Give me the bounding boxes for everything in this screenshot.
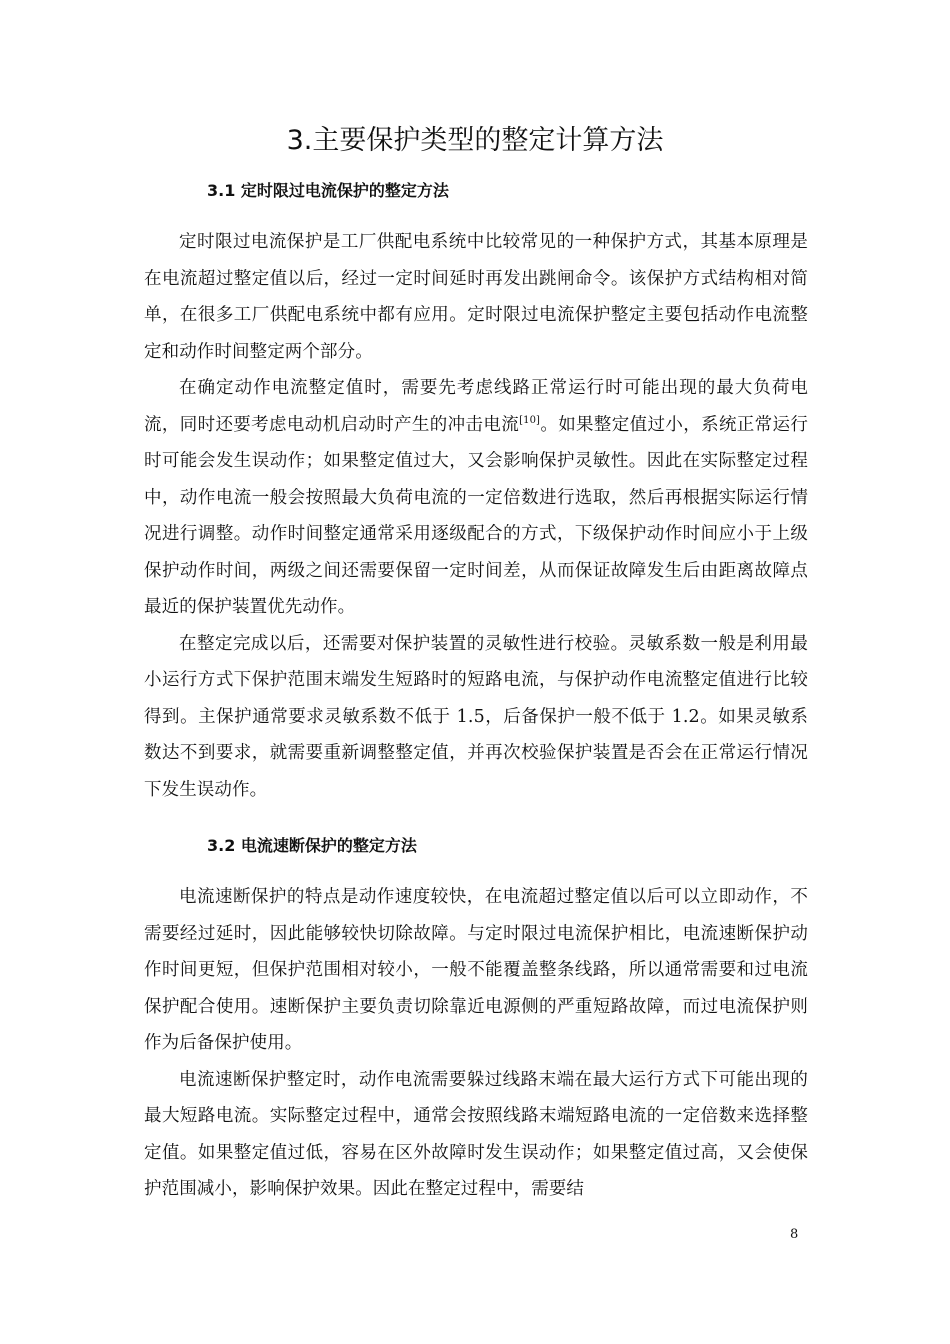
paragraph: 在整定完成以后，还需要对保护装置的灵敏性进行校验。灵敏系数一般是利用最小运行方式下保护范围末端发生短路时的短路电流，与保护动作电流整定值进行比较得到。主保护通常要求灵敏系数不低于 1.5，后备保护一般不低于 1.2。如果灵敏系数达不到要求，就需要重新调整整定值，并再次校验保护装置是否会在正常运行情况下发生误动作。	[144, 633, 808, 800]
chapter-title: 3.主要保护类型的整定计算方法	[286, 125, 664, 156]
section-3-2-body	[144, 879, 808, 1208]
section-heading-3-1: 3.1 定时限过电流保护的整定方法	[207, 181, 449, 200]
paragraph: 电流速断保护整定时，动作电流需要躲过线路末端在最大运行方式下可能出现的最大短路电流。实际整定过程中，通常会按照线路末端短路电流的一定倍数来选择整定值。如果整定值过低，容易在区外故障时发生误动作；如果整定值过高，又会使保护范围减小，影响保护效果。因此在整定过程中，需要结	[144, 1069, 808, 1199]
section-3-1-body	[144, 224, 808, 808]
section-heading-3-2: 3.2 电流速断保护的整定方法	[207, 836, 417, 855]
page-number: 8	[790, 1227, 799, 1242]
paragraph-with-citation	[144, 370, 808, 626]
paragraph: 定时限过电流保护是工厂供配电系统中比较常见的一种保护方式，其基本原理是在电流超过整定值以后，经过一定时间延时再发出跳闸命令。该保护方式结构相对简单，在很多工厂供配电系统中都有应用。定时限过电流保护整定主要包括动作电流整定和动作时间整定两个部分。	[144, 232, 808, 362]
paragraph: 电流速断保护的特点是动作速度较快，在电流超过整定值以后可以立即动作，不需要经过延时，因此能够较快切除故障。与定时限过电流保护相比，电流速断保护动作时间更短，但保护范围相对较小，一般不能覆盖整条线路，所以通常需要和过电流保护配合使用。速断保护主要负责切除靠近电源侧的严重短路故障，而过电流保护则作为后备保护使用。	[144, 887, 808, 1053]
paragraph-text: 在确定动作电流整定值时，需要先考虑线路正常运行时可能出现的最大负荷电流，同时还要考虑电动机启动时产生的冲击电流	[144, 378, 808, 435]
citation-reference: [10]	[519, 414, 541, 426]
paragraph-text: 。如果整定值过小，系统正常运行时可能会发生误动作；如果整定值过大，又会影响保护灵敏性。因此在实际整定过程中，动作电流一般会按照最大负荷电流的一定倍数进行选取，然后再根据实际运行情况进行调整。动作时间整定通常采用逐级配合的方式，下级保护动作时间应小于上级保护动作时间，两级之间还需要保留一定时间差，从而保证故障发生后由距离故障点最近的保护装置优先动作。	[144, 414, 809, 617]
